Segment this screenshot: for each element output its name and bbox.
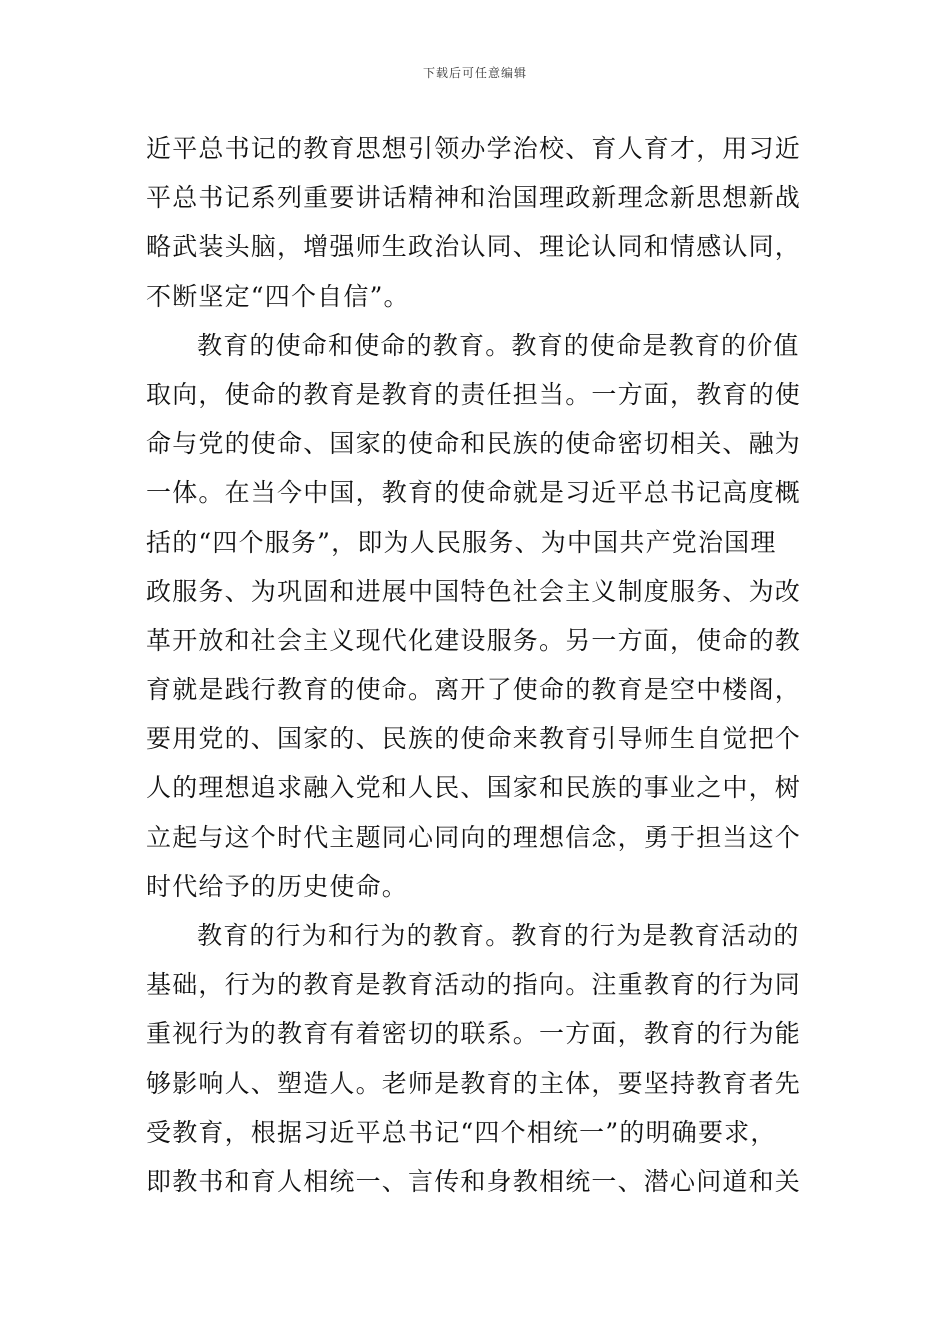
text-line: 育就是践行教育的使命。离开了使命的教育是空中楼阁，: [146, 675, 802, 705]
header-note: 下载后可任意编辑: [422, 66, 527, 80]
text-line: 取向，使命的教育是教育的责任担当。一方面，教育的使: [146, 379, 802, 409]
text-line: 括的“四个服务”，即为人民服务、为中国共产党治国理: [146, 527, 777, 557]
text-line: 重视行为的教育有着密切的联系。一方面，教育的行为能: [146, 1019, 802, 1049]
text-line: 基础，行为的教育是教育活动的指向。注重教育的行为同: [146, 970, 802, 1000]
text-line: 略武装头脑，增强师生政治认同、理论认同和情感认同，: [146, 232, 802, 262]
text-line: 革开放和社会主义现代化建设服务。另一方面，使命的教: [146, 625, 802, 655]
paragraph-start-line: 教育的行为和行为的教育。教育的行为是教育活动的: [197, 921, 800, 950]
text-line: 不断坚定“四个自信”。: [146, 281, 410, 311]
text-line: 一体。在当今中国，教育的使命就是习近平总书记高度概: [146, 478, 802, 508]
text-line: 近平总书记的教育思想引领办学治校、育人育才，用习近: [146, 134, 802, 163]
paragraph-start-line: 教育的使命和使命的教育。教育的使命是教育的价值: [197, 330, 800, 360]
document-body: [146, 124, 810, 1206]
text-line: 政服务、为巩固和进展中国特色社会主义制度服务、为改: [146, 576, 802, 606]
text-line: 即教书和育人相统一、言传和身教相统一、潜心问道和关: [146, 1166, 802, 1196]
text-line: 时代给予的历史使命。: [146, 871, 409, 901]
text-line: 够影响人、塑造人。老师是教育的主体，要坚持教育者先: [146, 1068, 802, 1098]
text-line: 立起与这个时代主题同心同向的理想信念，勇于担当这个: [146, 822, 802, 852]
text-line: 人的理想追求融入党和人民、国家和民族的事业之中，树: [146, 773, 802, 803]
text-line: 受教育，根据习近平总书记“四个相统一”的明确要求，: [146, 1117, 777, 1147]
text-line: 平总书记系列重要讲话精神和治国理政新理念新思想新战: [146, 183, 802, 213]
text-line: 命与党的使命、国家的使命和民族的使命密切相关、融为: [146, 429, 802, 459]
text-line: 要用党的、国家的、民族的使命来教育引导师生自觉把个: [146, 724, 802, 754]
